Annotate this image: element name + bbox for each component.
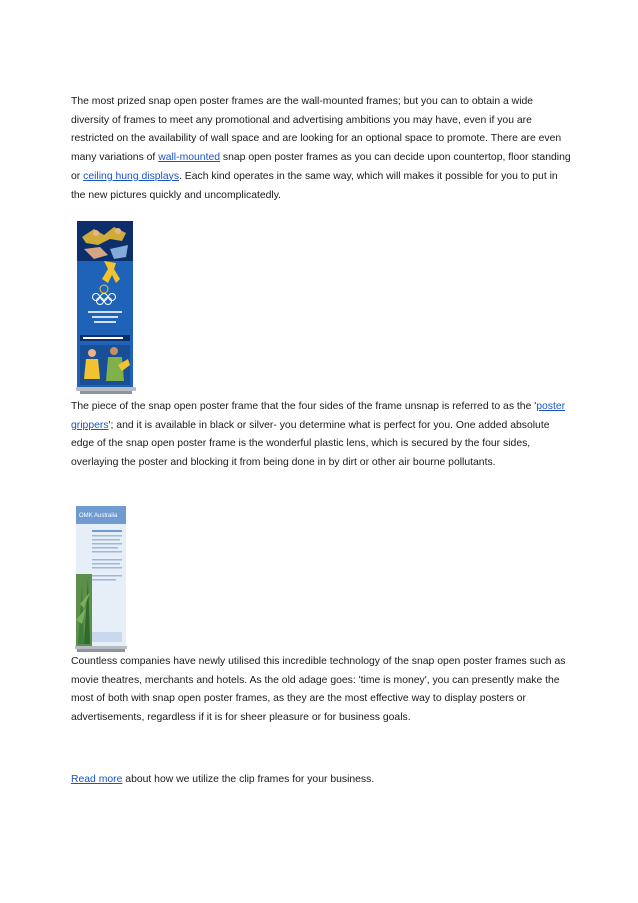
poster-grippers-link[interactable]: poster grippers [71,401,566,431]
read-more-link[interactable]: Read more [71,774,123,785]
wall-mounted-link[interactable]: wall-mounted [158,152,221,164]
paragraph-wall-mounted-frames [71,93,571,205]
paragraph-text: The piece of the snap open poster frame that the four sides of the frame unsnap is referred to as the ' [71,401,537,412]
banner-title: OMK Australia [79,513,118,519]
paragraph-text: '; and it is available in black or silver- you determine what is perfect for you. One added absolute edge of the snap open poster frame is the wonderful plastic lens, which is secured by the four sides, overlaying the poster and blocking it from being done in by dirt or other air bourne pollutants. [71,419,550,469]
paragraph-poster-grippers [71,398,571,473]
paragraph-text: snap open poster frames as you can decide upon countertop, floor standing or [71,152,571,182]
omk-australia-banner-image [74,504,130,654]
paragraph-companies-usage [71,653,571,728]
paragraph-text: about how we utilize the clip frames for your business. [122,774,375,785]
paragraph-text: The most prized snap open poster frames are the wall-mounted frames; but you can to obtain a wide diversity of frames to meet any promotional and advertising ambitions you may have, even if you are restricted on the availability of wall space and are looking for an optional space to promote. There are even many variations of [71,96,562,164]
ceiling-hung-displays-link[interactable]: ceiling hung displays [83,170,180,182]
paragraph-text: . Each kind operates in the same way, which will makes it possible for you to put in the new pictures quickly and uncomplicatedly. [71,170,558,201]
paragraph-text: Countless companies have newly utilised this incredible technology of the snap open poster frames such as movie theatres, merchants and hotels. As the old adage goes: 'time is money', you can presently make the most of both with snap open poster frames, as they are the most effective way to display posters or advertisements, regardless if it is for sheer pleasure or for business goals. [71,656,566,724]
olympic-council-banner-image [74,219,152,397]
paragraph-read-more [71,771,571,790]
